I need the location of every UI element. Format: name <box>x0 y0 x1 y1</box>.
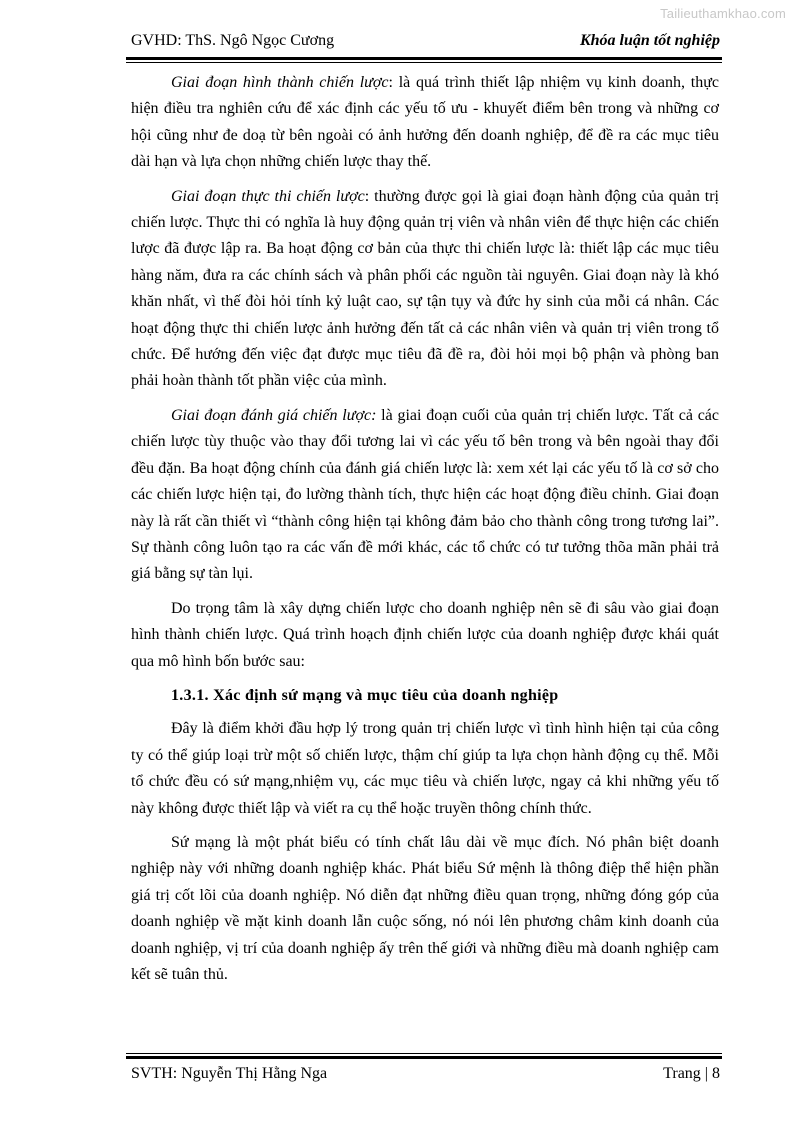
paragraph-text: : thường được gọi là giai đoạn hành động của quản trị chiến lược. Thực thi có nghĩa là huy động quản trị viên và nhân viên để thực hiện các chiến lược đã được lập ra. Ba hoạt động cơ bản của thực thi chiến lược là: thiết lập các mục tiêu hàng năm, đưa ra các chính sách và phân phối các nguồn tài nguyên. Giai đoạn này là khó khăn nhất, vì thế đòi hỏi tính kỷ luật cao, sự tận tụy và đức hy sinh của mỗi cá nhân. Các hoạt động thực thi chiến lược ảnh hưởng đến tất cả các nhân viên và quản trị viên trong tổ chức. Để hướng đến việc đạt được mục tiêu đã đề ra, đòi hỏi mọi bộ phận và phòng ban phải hoàn thành tốt phần việc của mình. <box>131 187 719 390</box>
paragraph-starting-point: Đây là điểm khởi đầu hợp lý trong quản trị chiến lược vì tình hình hiện tại của công ty có thể giúp loại trừ một số chiến lược, thậm chí giúp ta lựa chọn hành động cụ thể. Mỗi tổ chức đều có sứ mạng,nhiệm vụ, các mục tiêu và chiến lược, ngay cả khi những yếu tố này không được thiết lập và viết ra cụ thể hoặc truyền thông chính thức. <box>131 720 719 817</box>
header-rule-thin <box>126 62 722 63</box>
watermark: Tailieuthamkhao.com <box>660 6 786 21</box>
term-formation-stage: Giai đoạn hình thành chiến lược <box>171 74 389 91</box>
term-evaluation-stage: Giai đoạn đánh giá chiến lược: <box>171 406 377 424</box>
section-heading-1-3-1: 1.3.1. Xác định sứ mạng và mục tiêu của doanh nghiệp <box>171 686 559 704</box>
header-advisor: GVHD: ThS. Ngô Ngọc Cương <box>131 32 335 49</box>
header-doc-type: Khóa luận tốt nghiệp <box>579 32 720 49</box>
paragraph-text: : là quá trình thiết lập nhiệm vụ kinh doanh, thực hiện điều tra nghiên cứu để xác định các yếu tố ưu - khuyết điểm bên trong và những cơ hội cũng như đe doạ từ bên ngoài có ảnh hưởng đến doanh nghiệp, để đề ra các mục tiêu dài hạn và lựa chọn những chiến lược thay thế. <box>131 74 719 171</box>
paragraph-text: là giai đoạn cuối của quản trị chiến lược. Tất cả các chiến lược tùy thuộc vào thay đổi tương lai vì các yếu tố bên trong và bên ngoài thay đổi đều đặn. Ba hoạt động chính của đánh giá chiến lược là: xem xét lại các yếu tố là cơ sở cho các chiến lược hiện tại, đo lường thành tích, thực hiện các hoạt động điều chỉnh. Giai đoạn này là rất cần thiết vì “thành công hiện tại không đảm bảo cho thành công trong tương lai”. Sự thành công luôn tạo ra các vấn đề mới khác, các tổ chức có tư tưởng thõa mãn phải trả giá bằng sự tàn lụi. <box>131 406 720 583</box>
footer-rule-thin <box>126 1053 722 1054</box>
page-number: Trang | 8 <box>663 1065 720 1082</box>
footer-rule-thick <box>126 1056 722 1059</box>
page-body <box>131 70 719 996</box>
page-footer <box>131 1062 720 1086</box>
page-header <box>131 28 720 54</box>
term-implementation-stage: Giai đoạn thực thi chiến lược <box>171 187 365 205</box>
paragraph-formation-stage <box>131 70 719 176</box>
paragraph-evaluation-stage <box>131 403 719 588</box>
paragraph-implementation-stage <box>131 184 719 395</box>
header-rule-thick <box>126 57 722 60</box>
footer-student: SVTH: Nguyễn Thị Hằng Nga <box>131 1065 328 1082</box>
paragraph-mission: Sứ mạng là một phát biểu có tính chất lâu dài về mục đích. Nó phân biệt doanh nghiệp này với những doanh nghiệp khác. Phát biểu Sứ mệnh là thông điệp thể hiện phần giá trị cốt lõi của doanh nghiệp. Nó diễn đạt những điều quan trọng, những đóng góp của doanh nghiệp về mặt kinh doanh lẫn cuộc sống, nó nói lên phương châm kinh doanh của doanh nghiệp, vị trí của doanh nghiệp ấy trên thế giới và những điều mà doanh nghiệp cam kết sẽ tuân thủ. <box>131 833 719 983</box>
paragraph-focus: Do trọng tâm là xây dựng chiến lược cho doanh nghiệp nên sẽ đi sâu vào giai đoạn hình thành chiến lược. Quá trình hoạch định chiến lược của doanh nghiệp được khái quát qua mô hình bốn bước sau: <box>131 599 719 670</box>
